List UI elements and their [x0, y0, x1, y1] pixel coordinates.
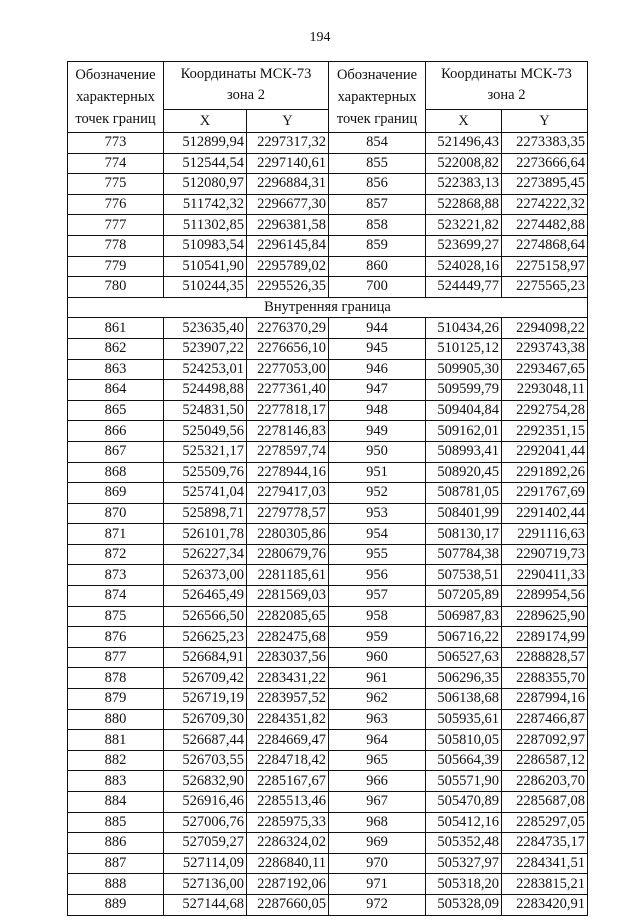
x-value-right: 522008,82	[426, 153, 502, 174]
x-value-left: 512544,54	[164, 153, 247, 174]
point-id-left: 774	[68, 153, 164, 174]
y-value-left: 2285975,33	[247, 812, 329, 833]
y-value-right: 2293048,11	[502, 380, 588, 401]
point-id-right: 956	[329, 565, 426, 586]
point-id-right: 857	[329, 194, 426, 215]
x-value-left: 527136,00	[164, 874, 247, 895]
x-value-left: 526625,23	[164, 627, 247, 648]
table-row	[68, 565, 588, 586]
y-value-left: 2282475,68	[247, 627, 329, 648]
table-row	[68, 833, 588, 854]
x-header-left: X	[164, 109, 247, 132]
rows-before-section	[68, 133, 588, 298]
x-value-right: 505318,20	[426, 874, 502, 895]
point-id-right: 959	[329, 627, 426, 648]
point-id-right: 968	[329, 812, 426, 833]
x-value-right: 522383,13	[426, 174, 502, 195]
point-id-right: 964	[329, 730, 426, 751]
y-value-left: 2287660,05	[247, 894, 329, 915]
y-value-left: 2278146,83	[247, 421, 329, 442]
point-id-left: 888	[68, 874, 164, 895]
y-value-right: 2285297,05	[502, 812, 588, 833]
section-divider	[68, 297, 588, 318]
point-id-left: 884	[68, 792, 164, 813]
table-row	[68, 318, 588, 339]
point-id-left: 882	[68, 750, 164, 771]
point-id-left: 773	[68, 133, 164, 154]
point-id-left: 776	[68, 194, 164, 215]
x-value-left: 524498,88	[164, 380, 247, 401]
table-row	[68, 215, 588, 236]
y-value-left: 2296677,30	[247, 194, 329, 215]
y-value-left: 2277053,00	[247, 359, 329, 380]
x-value-left: 527006,76	[164, 812, 247, 833]
x-value-left: 512899,94	[164, 133, 247, 154]
x-value-right: 509404,84	[426, 400, 502, 421]
table-row	[68, 668, 588, 689]
x-value-left: 526684,91	[164, 647, 247, 668]
point-id-left: 872	[68, 544, 164, 565]
point-id-left: 862	[68, 338, 164, 359]
page-number: 194	[309, 30, 331, 45]
point-id-left: 886	[68, 833, 164, 854]
y-value-left: 2276656,10	[247, 338, 329, 359]
x-value-left: 526566,50	[164, 606, 247, 627]
table-row	[68, 750, 588, 771]
coord-header-right: Координаты МСК-73 зона 2	[426, 62, 588, 110]
coord-header-left: Координаты МСК-73 зона 2	[164, 62, 329, 110]
section-title: Внутренняя граница	[68, 297, 588, 318]
x-value-left: 510244,35	[164, 277, 247, 298]
x-value-left: 512080,97	[164, 174, 247, 195]
y-value-left: 2284718,42	[247, 750, 329, 771]
point-id-right: 949	[329, 421, 426, 442]
point-id-left: 874	[68, 586, 164, 607]
x-value-left: 523635,40	[164, 318, 247, 339]
point-id-right: 969	[329, 833, 426, 854]
x-value-right: 510125,12	[426, 338, 502, 359]
y-value-left: 2283037,56	[247, 647, 329, 668]
x-value-right: 505810,05	[426, 730, 502, 751]
y-value-right: 2291402,44	[502, 503, 588, 524]
point-id-right: 854	[329, 133, 426, 154]
y-value-left: 2277818,17	[247, 400, 329, 421]
x-value-left: 525741,04	[164, 483, 247, 504]
point-id-left: 779	[68, 256, 164, 277]
rows-after-section	[68, 318, 588, 915]
x-value-left: 526703,55	[164, 750, 247, 771]
point-id-left: 885	[68, 812, 164, 833]
point-id-right: 950	[329, 441, 426, 462]
y-value-left: 2282085,65	[247, 606, 329, 627]
x-header-right: X	[426, 109, 502, 132]
x-value-left: 525049,56	[164, 421, 247, 442]
table-row	[68, 524, 588, 545]
point-id-left: 864	[68, 380, 164, 401]
point-id-right: 958	[329, 606, 426, 627]
point-id-left: 861	[68, 318, 164, 339]
y-value-left: 2277361,40	[247, 380, 329, 401]
y-value-left: 2285513,46	[247, 792, 329, 813]
table-row	[68, 853, 588, 874]
x-value-right: 505935,61	[426, 709, 502, 730]
point-id-left: 871	[68, 524, 164, 545]
table-row	[68, 894, 588, 915]
point-id-right: 966	[329, 771, 426, 792]
table-row	[68, 256, 588, 277]
table-row	[68, 689, 588, 710]
point-id-left: 778	[68, 235, 164, 256]
y-value-left: 2278597,74	[247, 441, 329, 462]
y-value-right: 2289954,56	[502, 586, 588, 607]
x-value-left: 525898,71	[164, 503, 247, 524]
y-value-right: 2274482,88	[502, 215, 588, 236]
coordinates-table	[67, 61, 588, 916]
x-value-left: 527059,27	[164, 833, 247, 854]
x-value-right: 510434,26	[426, 318, 502, 339]
y-value-left: 2281185,61	[247, 565, 329, 586]
point-id-right: 952	[329, 483, 426, 504]
table-row	[68, 709, 588, 730]
y-value-left: 2295789,02	[247, 256, 329, 277]
point-id-right: 967	[329, 792, 426, 813]
x-value-right: 505412,16	[426, 812, 502, 833]
y-value-left: 2283431,22	[247, 668, 329, 689]
y-value-left: 2283957,52	[247, 689, 329, 710]
table-row	[68, 812, 588, 833]
y-value-left: 2278944,16	[247, 462, 329, 483]
y-value-left: 2284669,47	[247, 730, 329, 751]
point-id-left: 869	[68, 483, 164, 504]
y-value-right: 2273895,45	[502, 174, 588, 195]
point-id-right: 962	[329, 689, 426, 710]
y-value-right: 2294098,22	[502, 318, 588, 339]
point-id-left: 881	[68, 730, 164, 751]
x-value-right: 505664,39	[426, 750, 502, 771]
x-value-left: 524253,01	[164, 359, 247, 380]
point-id-right: 945	[329, 338, 426, 359]
y-value-left: 2286324,02	[247, 833, 329, 854]
x-value-left: 526373,00	[164, 565, 247, 586]
x-value-right: 524449,77	[426, 277, 502, 298]
y-value-left: 2297140,61	[247, 153, 329, 174]
point-id-left: 867	[68, 441, 164, 462]
point-id-left: 870	[68, 503, 164, 524]
y-value-right: 2284341,51	[502, 853, 588, 874]
table-row	[68, 153, 588, 174]
y-value-right: 2287994,16	[502, 689, 588, 710]
table-row	[68, 441, 588, 462]
y-value-left: 2280305,86	[247, 524, 329, 545]
x-value-right: 508130,17	[426, 524, 502, 545]
point-label-header-left: Обозначение характерных точек границ	[68, 62, 164, 133]
table-row	[68, 277, 588, 298]
table-row	[68, 133, 588, 154]
x-value-right: 507784,38	[426, 544, 502, 565]
point-id-left: 863	[68, 359, 164, 380]
x-value-right: 507205,89	[426, 586, 502, 607]
x-value-left: 525509,76	[164, 462, 247, 483]
y-value-right: 2288355,70	[502, 668, 588, 689]
point-id-left: 883	[68, 771, 164, 792]
point-id-left: 868	[68, 462, 164, 483]
point-id-left: 889	[68, 894, 164, 915]
x-value-left: 526687,44	[164, 730, 247, 751]
y-value-left: 2296884,31	[247, 174, 329, 195]
point-id-right: 855	[329, 153, 426, 174]
x-value-right: 522868,88	[426, 194, 502, 215]
point-id-right: 700	[329, 277, 426, 298]
x-value-right: 521496,43	[426, 133, 502, 154]
y-value-left: 2280679,76	[247, 544, 329, 565]
y-value-left: 2279417,03	[247, 483, 329, 504]
y-value-right: 2291767,69	[502, 483, 588, 504]
point-id-left: 873	[68, 565, 164, 586]
x-value-left: 526916,46	[164, 792, 247, 813]
table-row	[68, 235, 588, 256]
table-row	[68, 359, 588, 380]
table-row	[68, 874, 588, 895]
point-id-right: 944	[329, 318, 426, 339]
table-row	[68, 606, 588, 627]
y-value-right: 2284735,17	[502, 833, 588, 854]
point-id-right: 860	[329, 256, 426, 277]
point-id-left: 879	[68, 689, 164, 710]
point-id-left: 780	[68, 277, 164, 298]
table-row	[68, 544, 588, 565]
x-value-right: 508401,99	[426, 503, 502, 524]
point-id-right: 957	[329, 586, 426, 607]
point-id-left: 880	[68, 709, 164, 730]
x-value-left: 511302,85	[164, 215, 247, 236]
x-value-right: 506716,22	[426, 627, 502, 648]
y-value-right: 2289174,99	[502, 627, 588, 648]
x-value-left: 526719,19	[164, 689, 247, 710]
x-value-right: 509162,01	[426, 421, 502, 442]
table-row	[68, 792, 588, 813]
y-value-left: 2285167,67	[247, 771, 329, 792]
table-row	[68, 730, 588, 751]
x-value-right: 505327,97	[426, 853, 502, 874]
y-value-right: 2275158,97	[502, 256, 588, 277]
y-value-right: 2274222,32	[502, 194, 588, 215]
y-value-right: 2273383,35	[502, 133, 588, 154]
point-id-right: 954	[329, 524, 426, 545]
y-value-right: 2292041,44	[502, 441, 588, 462]
x-value-right: 505571,90	[426, 771, 502, 792]
y-value-right: 2291892,26	[502, 462, 588, 483]
table-row	[68, 462, 588, 483]
y-value-right: 2292351,15	[502, 421, 588, 442]
point-id-right: 947	[329, 380, 426, 401]
table-row	[68, 483, 588, 504]
x-value-right: 506527,63	[426, 647, 502, 668]
x-value-right: 506138,68	[426, 689, 502, 710]
x-value-left: 526101,78	[164, 524, 247, 545]
y-value-right: 2286587,12	[502, 750, 588, 771]
table-row	[68, 647, 588, 668]
point-label-header-right: Обозначение характерных точек границ	[329, 62, 426, 133]
y-value-right: 2290411,33	[502, 565, 588, 586]
point-id-right: 971	[329, 874, 426, 895]
point-id-right: 965	[329, 750, 426, 771]
point-id-left: 878	[68, 668, 164, 689]
point-id-right: 951	[329, 462, 426, 483]
x-value-left: 523907,22	[164, 338, 247, 359]
y-value-left: 2284351,82	[247, 709, 329, 730]
y-value-right: 2287466,87	[502, 709, 588, 730]
y-value-right: 2288828,57	[502, 647, 588, 668]
y-value-right: 2292754,28	[502, 400, 588, 421]
table-row	[68, 194, 588, 215]
x-value-left: 526832,90	[164, 771, 247, 792]
y-value-left: 2295526,35	[247, 277, 329, 298]
point-id-right: 859	[329, 235, 426, 256]
y-value-left: 2279778,57	[247, 503, 329, 524]
table-row	[68, 627, 588, 648]
point-id-left: 876	[68, 627, 164, 648]
x-value-right: 509599,79	[426, 380, 502, 401]
table-row	[68, 338, 588, 359]
y-value-right: 2273666,64	[502, 153, 588, 174]
y-value-right: 2291116,63	[502, 524, 588, 545]
y-value-left: 2287192,06	[247, 874, 329, 895]
point-id-left: 777	[68, 215, 164, 236]
table-header	[68, 62, 588, 133]
point-id-right: 953	[329, 503, 426, 524]
x-value-right: 507538,51	[426, 565, 502, 586]
point-id-right: 946	[329, 359, 426, 380]
y-value-right: 2283420,91	[502, 894, 588, 915]
x-value-right: 508993,41	[426, 441, 502, 462]
point-id-left: 866	[68, 421, 164, 442]
point-id-right: 856	[329, 174, 426, 195]
point-id-right: 963	[329, 709, 426, 730]
table-row	[68, 503, 588, 524]
y-value-left: 2296381,58	[247, 215, 329, 236]
x-value-left: 527114,09	[164, 853, 247, 874]
y-value-right: 2287092,97	[502, 730, 588, 751]
y-value-right: 2289625,90	[502, 606, 588, 627]
x-value-left: 526709,42	[164, 668, 247, 689]
table-row	[68, 421, 588, 442]
y-value-left: 2281569,03	[247, 586, 329, 607]
y-value-left: 2296145,84	[247, 235, 329, 256]
y-value-right: 2285687,08	[502, 792, 588, 813]
point-id-right: 948	[329, 400, 426, 421]
x-value-left: 524831,50	[164, 400, 247, 421]
y-value-right: 2286203,70	[502, 771, 588, 792]
point-id-right: 961	[329, 668, 426, 689]
point-id-left: 775	[68, 174, 164, 195]
table-row	[68, 380, 588, 401]
x-value-left: 511742,32	[164, 194, 247, 215]
table-row	[68, 400, 588, 421]
point-id-right: 858	[329, 215, 426, 236]
y-value-right: 2283815,21	[502, 874, 588, 895]
x-value-right: 524028,16	[426, 256, 502, 277]
x-value-right: 508920,45	[426, 462, 502, 483]
point-id-left: 877	[68, 647, 164, 668]
x-value-left: 525321,17	[164, 441, 247, 462]
x-value-right: 505470,89	[426, 792, 502, 813]
x-value-left: 526709,30	[164, 709, 247, 730]
y-value-right: 2293743,38	[502, 338, 588, 359]
x-value-right: 506987,83	[426, 606, 502, 627]
x-value-left: 527144,68	[164, 894, 247, 915]
x-value-left: 510541,90	[164, 256, 247, 277]
x-value-right: 506296,35	[426, 668, 502, 689]
table-row	[68, 586, 588, 607]
y-value-left: 2297317,32	[247, 133, 329, 154]
x-value-left: 526227,34	[164, 544, 247, 565]
y-value-right: 2275565,23	[502, 277, 588, 298]
x-value-right: 505328,09	[426, 894, 502, 915]
table-row	[68, 174, 588, 195]
point-id-right: 955	[329, 544, 426, 565]
table-row	[68, 771, 588, 792]
point-id-left: 887	[68, 853, 164, 874]
point-id-right: 972	[329, 894, 426, 915]
y-value-right: 2293467,65	[502, 359, 588, 380]
x-value-right: 523221,82	[426, 215, 502, 236]
x-value-right: 509905,30	[426, 359, 502, 380]
x-value-right: 523699,27	[426, 235, 502, 256]
point-id-left: 865	[68, 400, 164, 421]
x-value-left: 510983,54	[164, 235, 247, 256]
x-value-left: 526465,49	[164, 586, 247, 607]
y-header-right: Y	[502, 109, 588, 132]
x-value-right: 505352,48	[426, 833, 502, 854]
y-value-right: 2274868,64	[502, 235, 588, 256]
y-value-left: 2286840,11	[247, 853, 329, 874]
y-value-right: 2290719,73	[502, 544, 588, 565]
point-id-right: 960	[329, 647, 426, 668]
point-id-left: 875	[68, 606, 164, 627]
point-id-right: 970	[329, 853, 426, 874]
y-value-left: 2276370,29	[247, 318, 329, 339]
y-header-left: Y	[247, 109, 329, 132]
x-value-right: 508781,05	[426, 483, 502, 504]
